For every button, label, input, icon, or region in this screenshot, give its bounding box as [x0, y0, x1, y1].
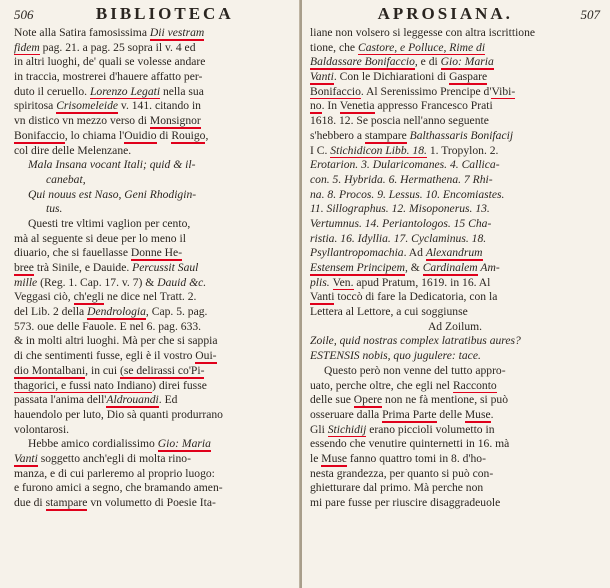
text-run: I C.	[310, 143, 331, 157]
text-line	[310, 349, 600, 364]
underlined-phrase: Monsignor	[149, 114, 201, 128]
text-run: vn volumetto di Poesie Ita-	[87, 496, 216, 509]
underlined-phrase: Vanti	[310, 290, 335, 304]
text-run: mille	[14, 275, 38, 289]
text-run: Mala Insana vocant Itali; quid & il-	[28, 158, 196, 172]
text-run: . Ed	[158, 393, 178, 407]
text-line	[14, 158, 296, 173]
text-line	[310, 320, 600, 335]
right-running-head: APROSIANA.	[377, 4, 513, 23]
text-run: appresso Francesco Prati	[374, 99, 493, 113]
text-line	[14, 481, 296, 496]
text-line	[310, 452, 600, 467]
text-run: Vertumnus. 14. Periantologos. 15 Cha-	[310, 216, 492, 230]
underlined-phrase: Muse	[321, 451, 348, 465]
left-page-header	[14, 4, 296, 24]
text-run: duto il ceruello.	[14, 84, 90, 98]
text-line	[310, 99, 600, 114]
text-run: 1. Tropylon. 2.	[426, 143, 499, 157]
text-run: pag. 21. a pag. 25 sopra il v. 4 ed	[39, 40, 196, 54]
text-run: ghietturare dal primo. Mà perche non	[310, 481, 484, 495]
underlined-phrase: Baldassare Bonifaccio	[310, 55, 415, 69]
text-run: uato, perche oltre, che egli nel	[310, 378, 453, 392]
text-run: due di	[14, 496, 46, 509]
text-run: Gli	[310, 422, 328, 436]
text-run: del Lib. 2 della	[14, 305, 88, 319]
text-line	[14, 423, 296, 438]
underlined-phrase: Estensem Principem	[310, 261, 405, 274]
text-run: di	[156, 128, 172, 142]
text-run: Am-	[477, 261, 500, 274]
text-line	[310, 379, 600, 394]
right-page-number: 507	[580, 7, 600, 22]
underlined-phrase: Bonifaccio	[310, 84, 361, 98]
text-line	[14, 55, 296, 70]
text-run: .	[490, 407, 494, 421]
text-line	[14, 408, 296, 423]
text-line	[310, 276, 600, 291]
underlined-phrase: Ven.	[332, 275, 354, 289]
underlined-phrase: Castore, e Polluce, Rime di	[357, 40, 486, 54]
text-run: trà Sinile, e Dauide.	[33, 261, 133, 274]
text-line	[310, 26, 600, 41]
text-run: delle	[436, 407, 465, 421]
text-run: . Ad	[403, 246, 426, 260]
text-run: canebat,	[46, 172, 86, 186]
text-line	[14, 305, 296, 320]
text-run: Veggasi ciò,	[14, 290, 74, 304]
text-run: Psyllantropomachia	[310, 246, 404, 260]
text-run: Zoile, quid nostras complex latratibus aures?	[310, 334, 521, 348]
text-line	[310, 129, 600, 144]
text-run: erano piccioli volumetto in	[366, 422, 495, 436]
text-run: Qui nouus est Naso, Geni Rhodigin-	[28, 187, 197, 201]
underlined-phrase: bree	[14, 261, 34, 274]
text-run: ESTENSIS nobis, quo jugulere: tace.	[310, 349, 481, 363]
text-line	[14, 246, 296, 261]
underlined-phrase: Venetia	[339, 99, 375, 113]
text-run: tione, che	[310, 40, 358, 54]
text-line	[14, 290, 296, 305]
text-run: essendo che venutire quinternetti in 16. mà	[310, 437, 510, 451]
text-run: 11. Sillographus. 12. Misoponerus. 13.	[310, 202, 490, 216]
text-line	[14, 261, 296, 276]
text-run: , in cui	[85, 363, 120, 377]
text-run: 1618. 12. Se poscia nell'anno seguente	[310, 114, 489, 128]
text-run: , Cap. 5. pag.	[145, 305, 208, 319]
underlined-phrase: Vanti	[310, 70, 334, 84]
text-run: in traccia, mostrerei d'hauere affatto per-	[14, 70, 203, 84]
text-line	[14, 173, 296, 188]
text-line	[310, 334, 600, 349]
text-run: , lo chiama l'	[64, 128, 125, 142]
text-line	[310, 70, 600, 85]
text-line	[14, 349, 296, 364]
text-line	[310, 114, 600, 129]
text-line	[310, 144, 600, 159]
text-run: . Al Serenissimo Prencipe d'	[360, 84, 492, 98]
text-line	[14, 393, 296, 408]
left-page-number: 506	[14, 7, 34, 22]
underlined-phrase: Dendrologia	[87, 305, 146, 319]
text-run: Note alla Satira famosissima	[14, 26, 150, 39]
text-line	[14, 379, 296, 394]
text-run: , e di	[414, 55, 441, 69]
text-line	[14, 320, 296, 335]
underlined-phrase: Rouigo	[171, 128, 206, 142]
text-run: ristia. 16. Idyllia. 17. Cyclaminus. 18.	[310, 231, 487, 245]
text-run: , &	[404, 261, 423, 274]
text-run: delle sue	[310, 393, 354, 407]
text-line	[310, 246, 600, 261]
text-run: s'hebbero a	[310, 128, 365, 142]
text-run: volontarosi.	[14, 422, 70, 436]
text-run: ne dice nel Tratt. 2.	[104, 290, 197, 304]
underlined-phrase: Donne He-	[130, 246, 183, 260]
text-line	[14, 41, 296, 56]
underlined-phrase: Gaspare	[449, 70, 488, 84]
text-line	[310, 364, 600, 379]
text-line	[14, 276, 296, 291]
text-line	[14, 364, 296, 379]
underlined-phrase: Alexandrum	[425, 246, 483, 260]
text-line	[14, 232, 296, 247]
text-run: e furono amici a segno, che bramando amen-	[14, 481, 223, 495]
right-page-header	[310, 4, 600, 24]
text-line	[14, 99, 296, 114]
text-line	[14, 114, 296, 129]
text-run: liane non volsero si leggesse con altra iscrittione	[310, 26, 536, 39]
text-run: Questi tre vltimi vaglion per cento,	[28, 216, 191, 230]
text-run: (Reg. 1. Cap. 17. v. 7) &	[37, 275, 158, 289]
text-line	[310, 55, 600, 70]
text-run: le	[310, 451, 322, 465]
text-line	[310, 423, 600, 438]
text-line	[14, 217, 296, 232]
text-run: soggetto anch'egli di molta rino-	[37, 451, 191, 465]
text-run: ) direi fusse	[152, 378, 207, 392]
text-run: Ad Zoilum.	[427, 319, 483, 333]
text-line	[14, 496, 296, 511]
text-line	[310, 173, 600, 188]
underlined-phrase: Stichidicon Libb. 18.	[330, 143, 427, 157]
left-page-text	[14, 26, 296, 511]
underlined-phrase: Prima Parte	[382, 407, 437, 421]
text-line	[310, 261, 600, 276]
text-run: Dauid &c.	[157, 275, 207, 289]
text-line	[14, 26, 296, 41]
text-run: osseruare dalla	[310, 407, 383, 421]
text-line	[14, 467, 296, 482]
underlined-phrase: Oui-	[195, 349, 217, 363]
underlined-phrase: stampare	[364, 128, 407, 142]
text-line	[14, 85, 296, 100]
left-running-head: BIBLIOTECA	[95, 4, 234, 23]
text-run: Lettera al Lettore, a cui soggiunse	[310, 305, 468, 319]
text-run: manza, e di cui parleremo al proprio luogo:	[14, 466, 215, 480]
text-line	[310, 202, 600, 217]
text-line	[310, 467, 600, 482]
text-run: mà al seguente si deue per lo meno il	[14, 231, 186, 245]
underlined-phrase: Dii vestram	[149, 26, 205, 39]
text-run: toccò di fare la Dedicatoria, con la	[334, 290, 498, 304]
text-run: 573. oue delle Fauole. E nel 6. pag. 633.	[14, 319, 202, 333]
text-run: nella sua	[160, 84, 204, 98]
underlined-phrase: Crisomeleide	[56, 99, 119, 113]
underlined-phrase: Vibi-	[491, 84, 516, 98]
underlined-phrase: Muse	[464, 407, 491, 421]
text-run: v. 141. citando in	[118, 99, 201, 113]
underlined-phrase: Racconto	[452, 378, 497, 392]
underlined-phrase: Vanti	[14, 451, 38, 465]
text-run: Percussit Saul	[132, 261, 199, 274]
underlined-phrase: no	[310, 99, 322, 113]
right-page	[302, 0, 610, 588]
text-line	[14, 202, 296, 217]
text-run: vn distico vn mezzo verso di	[14, 114, 150, 128]
text-line	[310, 290, 600, 305]
underlined-phrase: Ouidio	[124, 128, 157, 142]
text-line	[310, 158, 600, 173]
underlined-phrase: fidem	[14, 40, 40, 54]
text-run: tus.	[46, 202, 63, 216]
text-run: . Con le Dichiarationi di	[333, 70, 450, 84]
text-line	[310, 305, 600, 320]
text-run: di che sentimenti fusse, egli è il vostro	[14, 349, 196, 363]
text-run: Erotarion. 3. Dularicomanes. 4. Callica-	[310, 158, 500, 172]
underlined-phrase: Bonifaccio	[14, 128, 65, 142]
text-run: fanno quattro tomi in 8. d'ho-	[347, 451, 486, 465]
text-run: nesta grandezza, per quanto si può con-	[310, 466, 494, 480]
text-line	[14, 129, 296, 144]
text-run: in altri luoghi, de' quali se volesse andare	[14, 55, 206, 69]
text-run: ,	[205, 128, 209, 142]
underlined-phrase: stampare	[45, 496, 88, 509]
text-line	[310, 41, 600, 56]
text-run: apud Pratum, 1619. in 16. Al	[353, 275, 491, 289]
text-line	[310, 496, 600, 511]
text-run: na. 8. Procos. 9. Lessus. 10. Encomiastes.	[310, 187, 505, 201]
text-line	[310, 85, 600, 100]
text-run: diuario, che si fauellasse	[14, 246, 131, 260]
underlined-phrase: Aldrouandi	[106, 393, 159, 407]
text-line	[14, 334, 296, 349]
text-run: Questo però non venne del tutto appro-	[324, 363, 506, 377]
text-run: . In	[321, 99, 340, 113]
text-run: con. 5. Hybrida. 6. Hermathena. 7 Rhi-	[310, 172, 493, 186]
underlined-phrase: Gio: Maria	[440, 55, 494, 69]
underlined-phrase: dio Montalbani	[14, 363, 86, 377]
text-run: Balthassaris Bonifacij	[409, 128, 514, 142]
right-page-text	[310, 26, 600, 511]
underlined-phrase: thagorici, e fussi nato Indiano	[14, 378, 153, 392]
text-run: col dire delle Melenzane.	[14, 143, 132, 157]
underlined-phrase: ch'egli	[73, 290, 104, 304]
underlined-phrase: Lorenzo Legati	[89, 84, 161, 98]
text-line	[310, 393, 600, 408]
text-run: mi pare fusse per riuscire disaggradeuole	[310, 496, 501, 509]
underlined-phrase: Gio: Maria	[157, 437, 211, 451]
text-run: passata l'anima dell'	[14, 393, 107, 407]
text-line	[310, 481, 600, 496]
text-run: spiritosa	[14, 99, 57, 113]
underlined-phrase: Stichidij	[327, 422, 367, 436]
text-run: non ne fà mentione, si può	[382, 393, 509, 407]
text-line	[310, 408, 600, 423]
text-line	[14, 70, 296, 85]
text-line	[310, 437, 600, 452]
text-line	[14, 144, 296, 159]
text-line	[14, 188, 296, 203]
underlined-phrase: Opere	[353, 393, 383, 407]
text-line	[310, 217, 600, 232]
text-run: Hebbe amico cordialissimo	[28, 437, 158, 451]
text-line	[310, 232, 600, 247]
underlined-phrase: (se delirassi co'Pi-	[119, 363, 205, 377]
text-run: & in molti altri luoghi. Mà per che si sappia	[14, 334, 218, 348]
left-page	[0, 0, 300, 588]
text-run: plis.	[310, 275, 333, 289]
underlined-phrase: Cardinalem	[422, 261, 478, 274]
text-line	[310, 188, 600, 203]
text-run: hauendolo per luto, Dio sà quanti produrrano	[14, 407, 223, 421]
text-line	[14, 437, 296, 452]
text-line	[14, 452, 296, 467]
